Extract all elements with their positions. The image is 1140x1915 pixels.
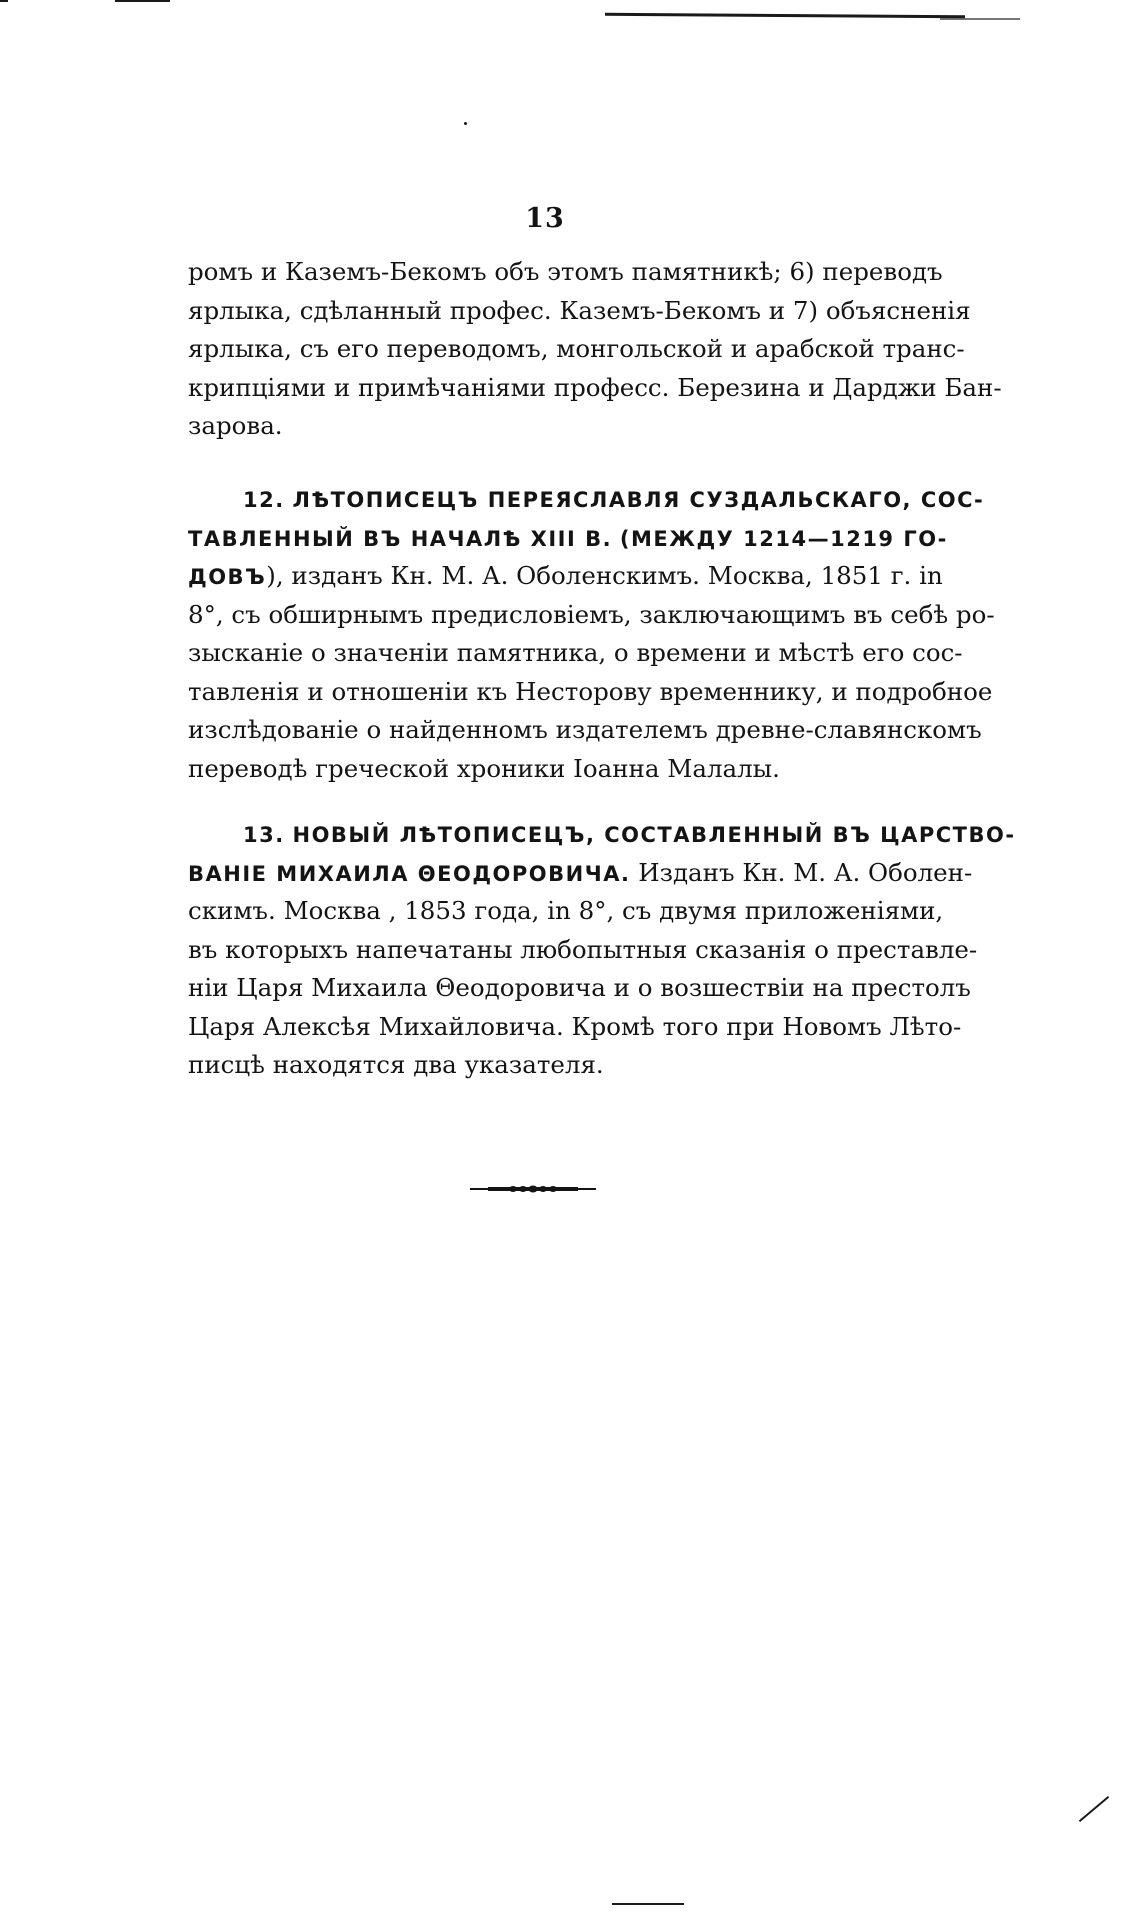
page-number: 13 bbox=[525, 203, 565, 234]
scan-corner-stroke bbox=[1079, 1796, 1109, 1822]
entry-13-paragraph bbox=[188, 815, 1016, 1085]
entry-12-heading-line bbox=[188, 480, 985, 519]
entry-12-title: ЛѢТОПИСЕЦЪ ПЕРЕЯСЛАВЛЯ СУЗДАЛЬСКАГО, СОС- bbox=[292, 488, 985, 512]
continuation-paragraph bbox=[188, 253, 1002, 446]
text-line: Царя Алексѣя Михайловича. Кромѣ того при Новомъ Лѣто- bbox=[188, 1011, 962, 1041]
text-line: писцѣ находятся два указателя. bbox=[188, 1050, 604, 1079]
entry-12-heading-line-2 bbox=[188, 519, 948, 558]
text-line: ярлыка, съ его переводомъ, монгольской и арабской транс- bbox=[188, 334, 965, 363]
entry-12-date-range: (МЕЖДУ 1214—1219 ГО- bbox=[619, 526, 948, 551]
text-line: ярлыка, сдѣланный профес. Каземъ-Бекомъ и 7) объясненія bbox=[188, 295, 971, 325]
entry-13-title-cont: ВАНІЕ МИХАИЛА ΘЕОДОРОВИЧА. bbox=[188, 861, 631, 886]
entry-13-title: НОВЫЙ ЛѢТОПИСЕЦЪ, СОСТАВЛЕННЫЙ ВЪ ЦАРСТВО- bbox=[292, 823, 1016, 847]
end-ornament-divider bbox=[468, 1184, 598, 1194]
entry-12-number: 12. bbox=[243, 488, 285, 512]
text-line: скимъ. Москва , 1853 года, in 8°, съ двумя приложеніями, bbox=[188, 896, 944, 925]
text-line: ніи Царя Михаила Θеодоровича и о возшествіи на престолъ bbox=[188, 973, 971, 1002]
entry-13-heading-line bbox=[188, 815, 1016, 854]
entry-13-publication: Изданъ Кн. М. А. Оболен- bbox=[638, 857, 973, 887]
text-line: ромъ и Каземъ-Бекомъ объ этомъ памятникѣ; 6) переводъ bbox=[188, 257, 943, 286]
text-line: зарова. bbox=[188, 411, 283, 440]
entry-12-title-end: ДОВЪ bbox=[188, 565, 267, 589]
scan-edge-mark-top-center bbox=[115, 0, 170, 2]
text-line: тавленія и отношеніи къ Несторову временнику, и подробное bbox=[188, 676, 993, 706]
text-line: изслѣдованіе о найденномъ издателемъ древне-славянскомъ bbox=[188, 715, 982, 744]
scan-edge-mark-top-left bbox=[0, 0, 8, 2]
scan-edge-mark-bottom bbox=[612, 1903, 684, 1905]
entry-13-line-2 bbox=[188, 854, 973, 893]
entry-12-paragraph bbox=[188, 480, 995, 788]
entry-12-line-3 bbox=[188, 557, 943, 596]
text-line: 8°, съ обширнымъ предисловіемъ, заключающимъ въ себѣ ро- bbox=[188, 599, 995, 629]
scan-edge-mark-top-right bbox=[605, 13, 965, 19]
text-line: переводѣ греческой хроники Іоанна Малалы. bbox=[188, 753, 780, 783]
entry-12-title-cont: ТАВЛЕННЫЙ ВЪ НАЧАЛѢ XIII В. bbox=[188, 526, 613, 551]
text-line: въ которыхъ напечатаны любопытныя сказанія о преставле- bbox=[188, 934, 978, 964]
scan-dust-dot bbox=[464, 122, 467, 125]
entry-13-number: 13. bbox=[243, 823, 285, 847]
scan-edge-mark-top-right-2 bbox=[940, 18, 1020, 20]
text-line: зысканіе о значеніи памятника, о времени и мѣстѣ его сос- bbox=[188, 638, 963, 667]
entry-12-publication: ), изданъ Кн. М. А. Оболенскимъ. Москва, 1851 г. in bbox=[266, 561, 943, 590]
text-line: крипціями и примѣчаніями професс. Березина и Дарджи Бан- bbox=[188, 372, 1002, 402]
